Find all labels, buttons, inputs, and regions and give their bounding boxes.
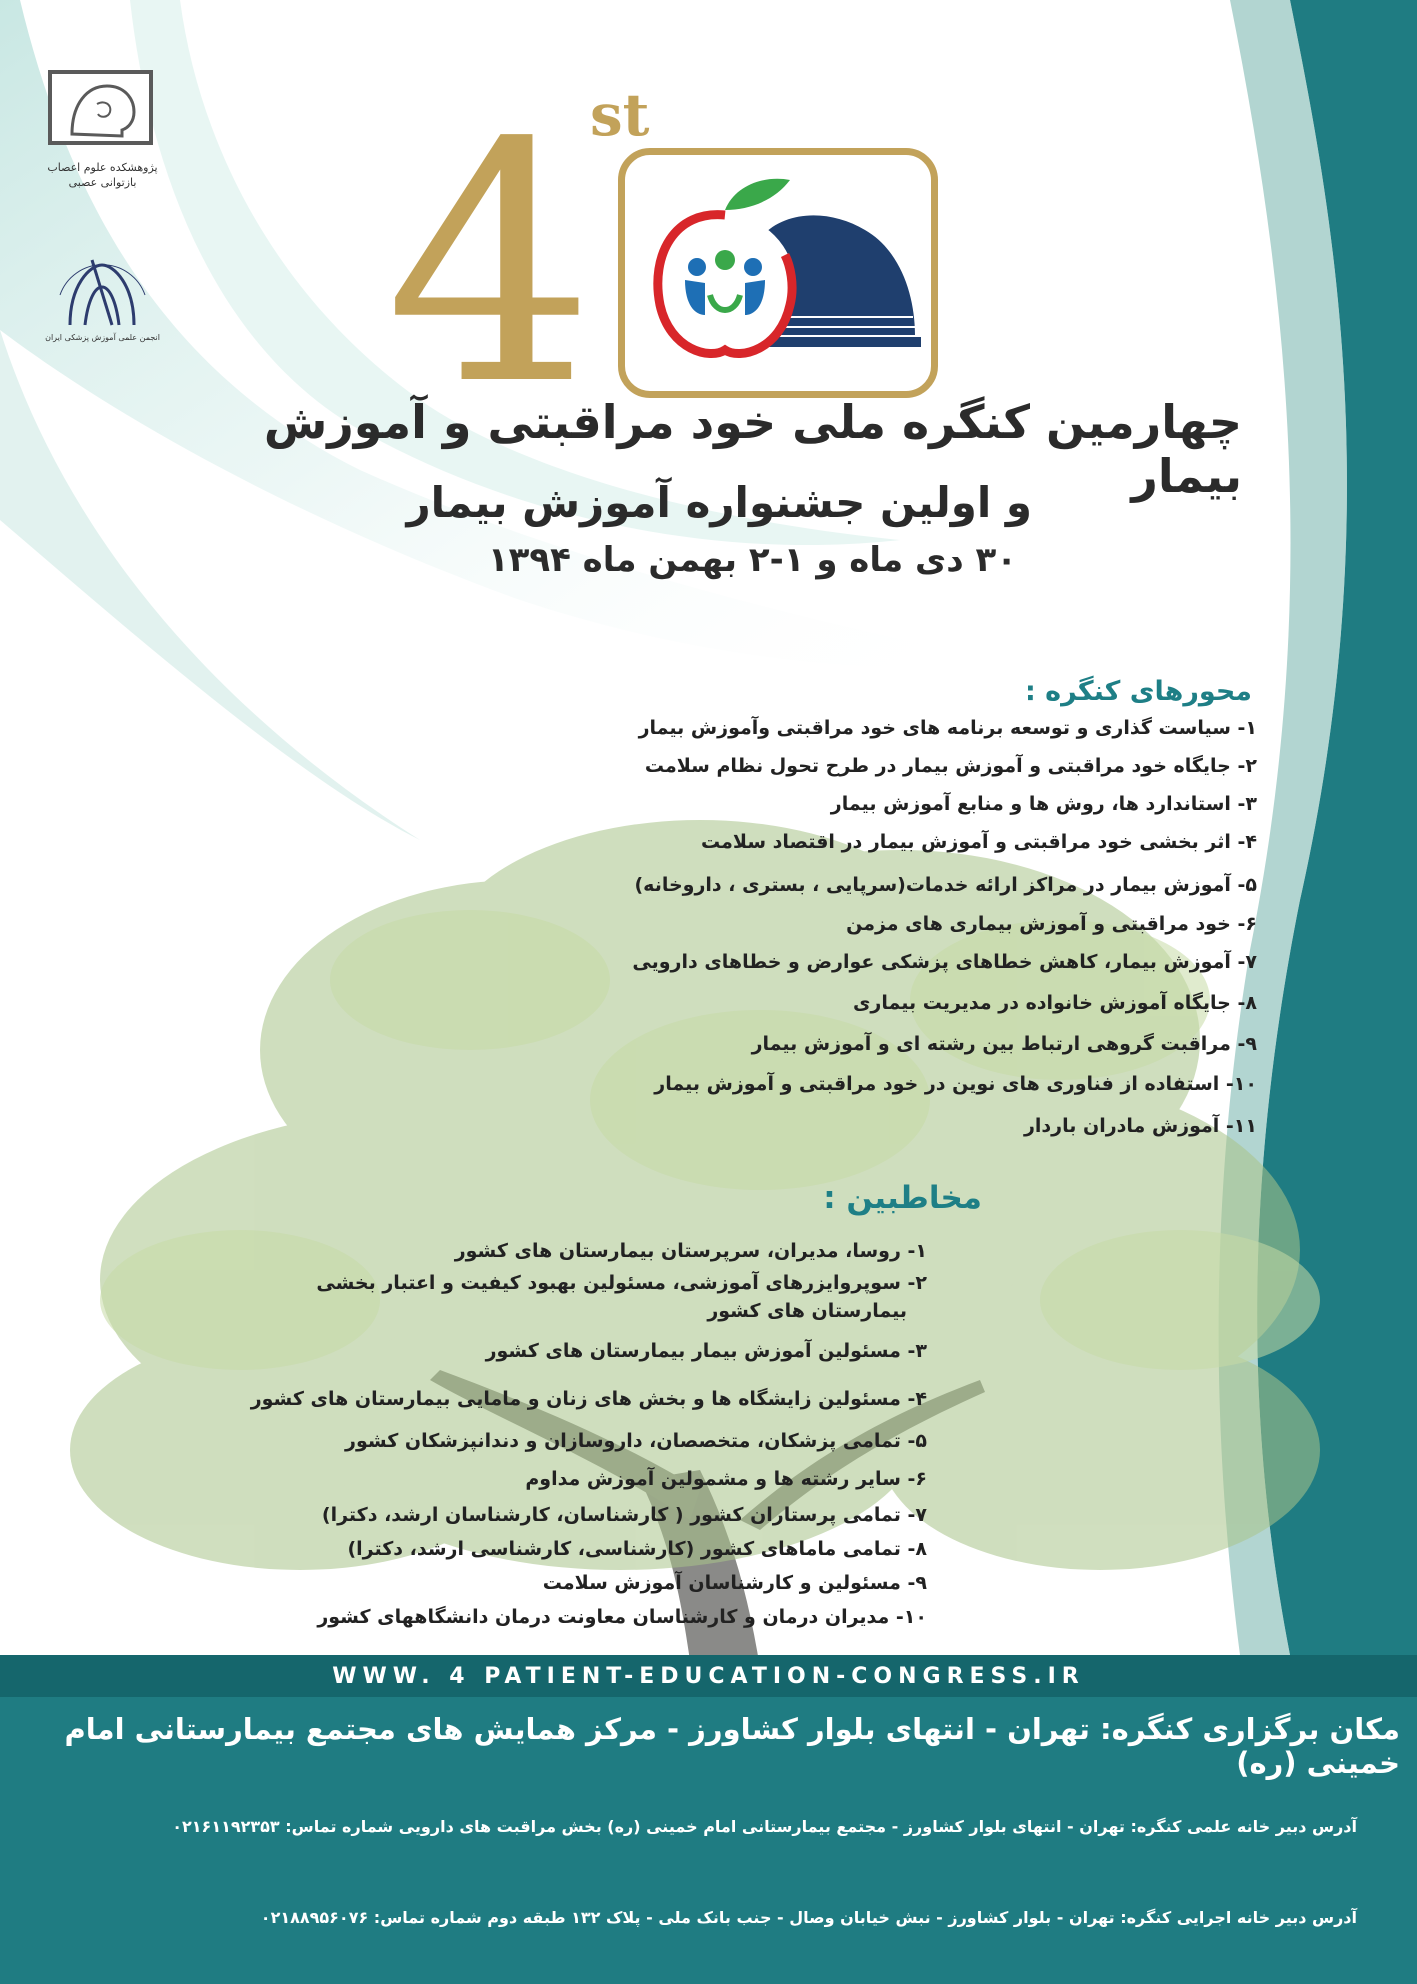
institute-caption: پژوهشکده علوم اعصاب بازتوانی عصبی — [47, 161, 158, 190]
audience-heading: مخاطبین : — [823, 1180, 982, 1216]
audience-item: ۳- مسئولین آموزش بیمار بیمارستان های کشور — [485, 1340, 927, 1362]
audience-item: ۸- تمامی ماماهای کشور (کارشناسی، کارشناسی ارشد، دکترا) — [347, 1538, 927, 1560]
axis-item: ۷- آموزش بیمار، کاهش خطاهای پزشکی عوارض و خطاهای دارویی — [632, 951, 1257, 973]
congress-emblem — [618, 148, 938, 398]
website-url: WWW. 4 PATIENT-EDUCATION-CONGRESS.IR — [332, 1664, 1085, 1689]
audience-item: ۲- سوپروایزرهای آموزشی، مسئولین بهبود کیفیت و اعتبار بخشی — [316, 1272, 927, 1294]
axes-list — [357, 715, 1257, 1165]
axis-item: ۴- اثر بخشی خود مراقبتی و آموزش بیمار در اقتصاد سلامت — [701, 831, 1257, 853]
audience-item: ۹- مسئولین و کارشناسان آموزش سلامت — [542, 1572, 927, 1594]
axis-item: ۳- استاندارد ها، روش ها و منابع آموزش بیمار — [830, 793, 1257, 815]
audience-list — [27, 1238, 927, 1638]
institute-logo — [40, 70, 165, 260]
audience-item: ۱۰- مدیران درمان و کارشناسان معاونت درمان دانشگاههای کشور — [317, 1606, 927, 1628]
axis-item: ۱۱- آموزش مادران باردار — [1023, 1115, 1257, 1137]
audience-item: ۴- مسئولین زایشگاه ها و بخش های زنان و مامایی بیمارستان های کشور — [250, 1388, 927, 1410]
axis-item: ۱۰- استفاده از فناوری های نوین در خود مراقبتی و آموزش بیمار — [654, 1073, 1257, 1095]
axis-item: ۱- سیاست گذاری و توسعه برنامه های خود مراقبتی وآموزش بیمار — [638, 717, 1257, 739]
audience-item: ۷- تمامی پرستاران کشور ( کارشناسان، کارشناسان ارشد، دکترا) — [321, 1504, 927, 1526]
axis-item: ۶- خود مراقبتی و آموزش بیماری های مزمن — [846, 913, 1257, 935]
edition-number: 4 — [385, 73, 595, 457]
congress-title: چهارمین کنگره ملی خود مراقبتی و آموزش بیمار — [263, 395, 1242, 503]
audience-item: ۵- تمامی پزشکان، متخصصان، داروسازان و دندانپزشکان کشور — [345, 1430, 927, 1452]
audience-item-continued: بیمارستان های کشور — [707, 1300, 907, 1322]
association-caption: انجمن علمی آموزش پزشکی ایران — [45, 333, 160, 342]
head-profile-icon — [52, 74, 149, 141]
axis-item: ۵- آموزش بیمار در مراکز ارائه خدمات(سرپایی ، بستری ، داروخانه) — [634, 874, 1257, 896]
axis-item: ۹- مراقبت گروهی ارتباط بین رشته ای و آموزش بیمار — [751, 1033, 1257, 1055]
axes-heading: محورهای کنگره : — [1024, 676, 1252, 707]
executive-secretariat-address: آدرس دبیر خانه اجرایی کنگره: تهران - بلوار کشاورز - نبش خیابان وصال - جنب بانک ملی - پلاک ۱۳۲ طبقه دوم شماره تماس: ۰۲۱۸۸۹۵۶۰۷۶ — [260, 1908, 1357, 1927]
association-logo — [40, 245, 165, 355]
axis-item: ۲- جایگاه خود مراقبتی و آموزش بیمار در طرح تحول نظام سلامت — [644, 755, 1257, 777]
axis-item: ۸- جایگاه آموزش خانواده در مدیریت بیماری — [853, 992, 1257, 1014]
venue-text: مکان برگزاری کنگره: تهران - انتهای بلوار کشاورز - مرکز همایش های مجتمع بیمارستانی امام خمینی (ره) — [64, 1712, 1400, 1780]
audience-item: ۱- روسا، مدیران، سرپرستان بیمارستان های کشور — [454, 1240, 927, 1262]
scientific-secretariat-address: آدرس دبیر خانه علمی کنگره: تهران - انتهای بلوار کشاورز - مجتمع بیمارستانی امام خمینی (ره) بخش مراقبت های دارویی شماره تماس: ۰۲۱۶۱۱۹۲۳۵۳ — [172, 1817, 1357, 1836]
apple-book-icon — [625, 155, 931, 391]
audience-item: ۶- سایر رشته ها و مشمولین آموزش مداوم — [525, 1468, 927, 1490]
edition-suffix: st — [590, 81, 650, 149]
association-emblem-icon — [40, 245, 165, 333]
institute-logo-frame — [48, 70, 153, 145]
festival-title: و اولین جشنواره آموزش بیمار — [406, 478, 1032, 527]
congress-dates: ۳۰ دی ماه و ۱-۲ بهمن ماه ۱۳۹۴ — [487, 540, 1017, 580]
